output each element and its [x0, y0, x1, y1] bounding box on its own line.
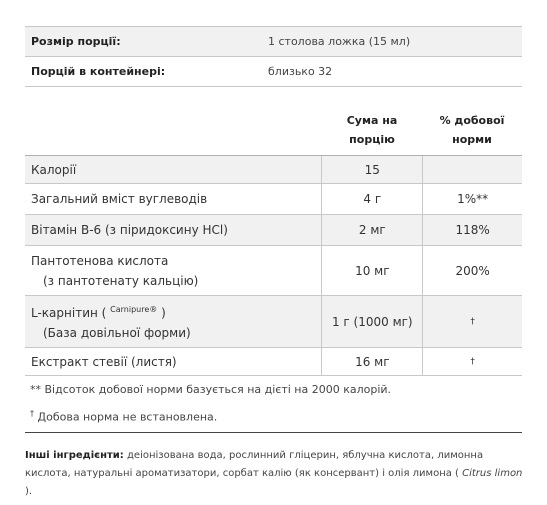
daily-value-header: % добової норми [439, 114, 505, 146]
serving-size-label: Розмір порції: [31, 35, 121, 48]
table-row [25, 184, 522, 215]
servings-per-container-label: Порцій в контейнері: [31, 65, 166, 78]
daily-value-footnote: ** Відсоток добової норми базується на дієті на 2000 калорій. [30, 383, 392, 396]
table-row [25, 215, 522, 246]
nutrient-name: L-карнітин ( $^{Carnipure®}$ ) (База довільної форми) [25, 296, 321, 347]
nutrient-source: (з пантотенату кальцію) [43, 273, 199, 288]
nutrient-amount: 15 [321, 156, 422, 183]
nutrient-daily-value: † [422, 296, 522, 347]
section-divider [25, 432, 522, 433]
amount-per-serving-header: Сума на порцію [346, 114, 398, 146]
serving-size-row [25, 27, 522, 57]
ingredients-latin-name: Citrus limon [462, 468, 523, 479]
servings-per-container-row [25, 57, 522, 87]
nutrient-name: Калорії [31, 162, 77, 177]
nutrient-source: (База довільної форми) [43, 326, 191, 340]
nutrient-name: Вітамін B-6 (з піридоксину HCl) [31, 223, 228, 237]
nutrient-amount: 16 мг [321, 348, 422, 375]
servings-per-container-value: близько 32 [268, 65, 333, 78]
nutrition-table [25, 156, 522, 376]
nutrient-amount: 1 г (1000 мг) [321, 296, 422, 347]
ingredients-text: деіонізована вода, рослинний гліцерин, яблучна кислота, лимонна кислота, натуральні ароматизатори, сорбат калію (як консервант) і олія лимона ( [25, 450, 484, 479]
nutrient-name: Загальний вміст вуглеводів [31, 192, 208, 206]
table-row [25, 246, 522, 296]
serving-size-value: 1 столова ложка (15 мл) [268, 35, 411, 48]
table-row [25, 348, 522, 376]
dagger-footnote: † Добова норма не встановлена. [30, 409, 218, 424]
nutrient-amount: 10 мг [321, 246, 422, 295]
table-row [25, 156, 522, 184]
nutrient-daily-value [422, 156, 522, 183]
nutrition-table-header [25, 103, 522, 156]
nutrient-name: Екстракт стевії (листя) [31, 354, 177, 369]
serving-info-table [25, 26, 522, 87]
nutrient-daily-value: 118% [422, 215, 522, 245]
nutrient-amount: 2 мг [321, 215, 422, 245]
other-ingredients: Інші інгредієнти: деіонізована вода, рослинний гліцерин, яблучна кислота, лимонна кислота, натуральні ароматизатори, сорбат калію (як консервант) і олія лимона ( Citrus limon ). [25, 450, 523, 497]
nutrient-name: Пантотенова кислота (з пантотенату кальцію) [25, 246, 321, 295]
table-row [25, 296, 522, 348]
nutrient-daily-value: † [422, 348, 522, 375]
nutrient-amount: 4 г [321, 184, 422, 214]
brand-trademark: Carnipure® [110, 305, 158, 314]
dagger-symbol: † [30, 409, 34, 418]
nutrient-daily-value: 200% [422, 246, 522, 295]
ingredients-label: Інші інгредієнти: [25, 450, 124, 461]
nutrient-daily-value: 1%** [422, 184, 522, 214]
